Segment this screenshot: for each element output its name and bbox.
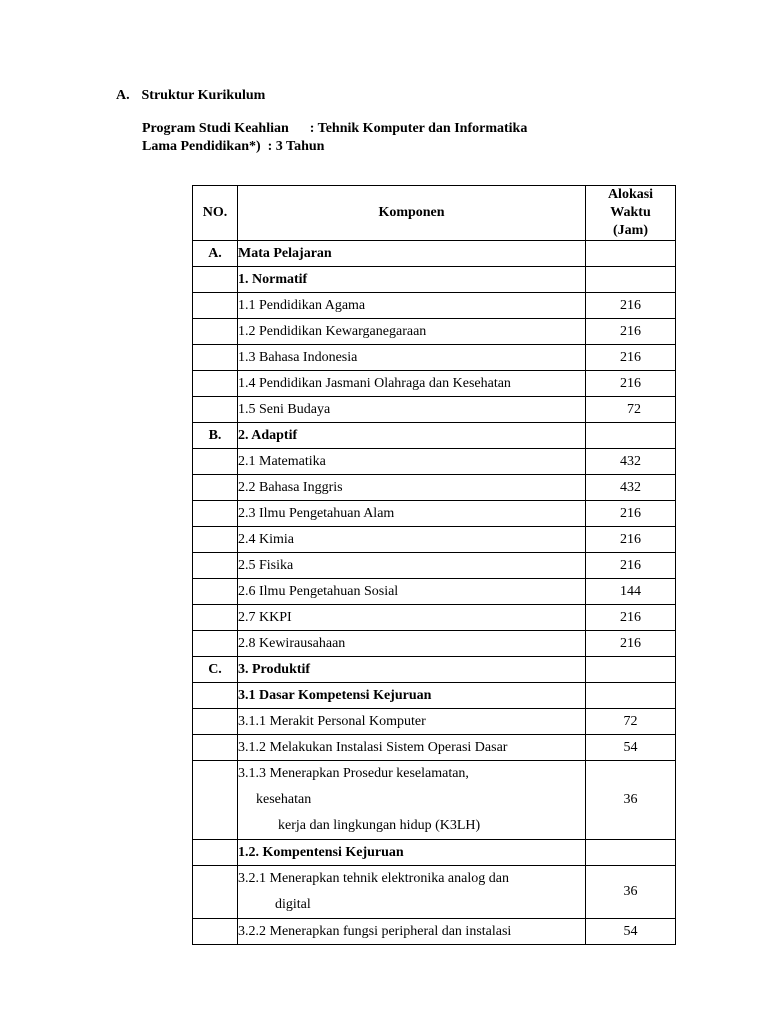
row-komponen: 2.1 Matematika: [238, 449, 586, 475]
row-number: [193, 866, 238, 919]
table-row: [193, 319, 676, 345]
row-komponen: 2.4 Kimia: [238, 527, 586, 553]
row-number: [193, 501, 238, 527]
program-line: Program Studi Keahlian : Tehnik Komputer dan Informatika: [142, 121, 528, 136]
table-header-row: [193, 186, 676, 241]
row-komponen: Mata Pelajaran: [238, 241, 586, 267]
table-row: [193, 657, 676, 683]
table-row: [193, 553, 676, 579]
row-komponen: 1.3 Bahasa Indonesia: [238, 345, 586, 371]
row-number: [193, 475, 238, 501]
row-number: [193, 371, 238, 397]
duration-line: Lama Pendidikan*) : 3 Tahun: [142, 139, 325, 154]
row-komponen-line: digital: [275, 897, 311, 912]
table-row: [193, 866, 676, 919]
row-alokasi: 216: [586, 371, 676, 397]
row-number: [193, 397, 238, 423]
row-komponen: 3.2.2 Menerapkan fungsi peripheral dan instalasi: [238, 919, 586, 945]
row-alokasi: 54: [586, 919, 676, 945]
row-komponen-line: 3.2.1 Menerapkan tehnik elektronika analog dan: [238, 871, 509, 886]
row-number: [193, 840, 238, 866]
row-alokasi: 36: [586, 761, 676, 840]
curriculum-table: [192, 185, 676, 945]
row-alokasi: 216: [586, 527, 676, 553]
table-row: [193, 605, 676, 631]
row-number: [193, 319, 238, 345]
row-alokasi: 54: [586, 735, 676, 761]
row-number: [193, 605, 238, 631]
row-alokasi: 432: [586, 475, 676, 501]
row-alokasi: [586, 241, 676, 267]
row-komponen: [238, 761, 586, 840]
row-alokasi: 216: [586, 553, 676, 579]
table-row: [193, 735, 676, 761]
section-title: Struktur Kurikulum: [141, 88, 266, 103]
row-number: [193, 579, 238, 605]
table-row: [193, 683, 676, 709]
row-komponen: 2.7 KKPI: [238, 605, 586, 631]
row-alokasi: 216: [586, 345, 676, 371]
row-number: [193, 293, 238, 319]
row-alokasi: [586, 657, 676, 683]
row-komponen: 1. Normatif: [238, 267, 586, 293]
header-no: NO.: [193, 186, 238, 241]
row-komponen: 2.3 Ilmu Pengetahuan Alam: [238, 501, 586, 527]
row-komponen: 1.1 Pendidikan Agama: [238, 293, 586, 319]
row-alokasi: 216: [586, 293, 676, 319]
row-alokasi: 216: [586, 501, 676, 527]
row-komponen: 1.4 Pendidikan Jasmani Olahraga dan Kesehatan: [238, 371, 586, 397]
row-number: A.: [193, 241, 238, 267]
row-alokasi: [586, 840, 676, 866]
table-row: [193, 267, 676, 293]
table-row: [193, 919, 676, 945]
row-alokasi: 216: [586, 631, 676, 657]
row-number: [193, 735, 238, 761]
row-number: [193, 449, 238, 475]
row-alokasi: 72: [586, 709, 676, 735]
table-row: [193, 501, 676, 527]
row-komponen: 1.2 Pendidikan Kewarganegaraan: [238, 319, 586, 345]
table-row: [193, 840, 676, 866]
table-row: [193, 631, 676, 657]
row-alokasi: 36: [586, 866, 676, 919]
row-komponen: 1.5 Seni Budaya: [238, 397, 586, 423]
table-row: [193, 345, 676, 371]
table-row: [193, 241, 676, 267]
row-number: [193, 919, 238, 945]
table-row: [193, 423, 676, 449]
row-komponen: 3.1.1 Merakit Personal Komputer: [238, 709, 586, 735]
row-komponen-line: kerja dan lingkungan hidup (K3LH): [278, 818, 481, 833]
row-number: [193, 683, 238, 709]
table-row: [193, 449, 676, 475]
row-number: [193, 761, 238, 840]
row-alokasi: [586, 683, 676, 709]
row-alokasi: [586, 267, 676, 293]
row-alokasi: 144: [586, 579, 676, 605]
row-komponen: 2.5 Fisika: [238, 553, 586, 579]
row-komponen: 3.1.2 Melakukan Instalasi Sistem Operasi Dasar: [238, 735, 586, 761]
row-komponen: 2. Adaptif: [238, 423, 586, 449]
table-row: [193, 371, 676, 397]
table-row: [193, 475, 676, 501]
row-number: [193, 709, 238, 735]
row-komponen-line: 3.1.3 Menerapkan Prosedur keselamatan,: [238, 766, 469, 781]
row-number: C.: [193, 657, 238, 683]
row-komponen-line: kesehatan: [256, 792, 312, 807]
table-row: [193, 579, 676, 605]
header-alokasi-line: (Jam): [613, 223, 648, 238]
header-alokasi-line: Alokasi: [607, 187, 654, 202]
header-alokasi: [586, 186, 676, 241]
row-number: B.: [193, 423, 238, 449]
row-number: [193, 527, 238, 553]
row-alokasi: [586, 423, 676, 449]
table-row: [193, 761, 676, 840]
row-komponen: 2.2 Bahasa Inggris: [238, 475, 586, 501]
row-komponen: 2.6 Ilmu Pengetahuan Sosial: [238, 579, 586, 605]
row-komponen: 3.1 Dasar Kompetensi Kejuruan: [238, 683, 586, 709]
row-number: [193, 267, 238, 293]
table-row: [193, 397, 676, 423]
row-komponen: [238, 866, 586, 919]
table-row: [193, 709, 676, 735]
row-alokasi: 72: [586, 397, 676, 423]
header-alokasi-line: Waktu: [610, 205, 651, 220]
row-number: [193, 631, 238, 657]
table-row: [193, 293, 676, 319]
row-alokasi: 216: [586, 319, 676, 345]
row-alokasi: 432: [586, 449, 676, 475]
row-komponen: 1.2. Kompentensi Kejuruan: [238, 840, 586, 866]
row-komponen: 2.8 Kewirausahaan: [238, 631, 586, 657]
row-number: [193, 345, 238, 371]
row-number: [193, 553, 238, 579]
header-komponen: Komponen: [238, 186, 586, 241]
section-number: A.: [116, 88, 130, 103]
row-alokasi: 216: [586, 605, 676, 631]
row-komponen: 3. Produktif: [238, 657, 586, 683]
table-row: [193, 527, 676, 553]
section-heading: [116, 88, 265, 104]
